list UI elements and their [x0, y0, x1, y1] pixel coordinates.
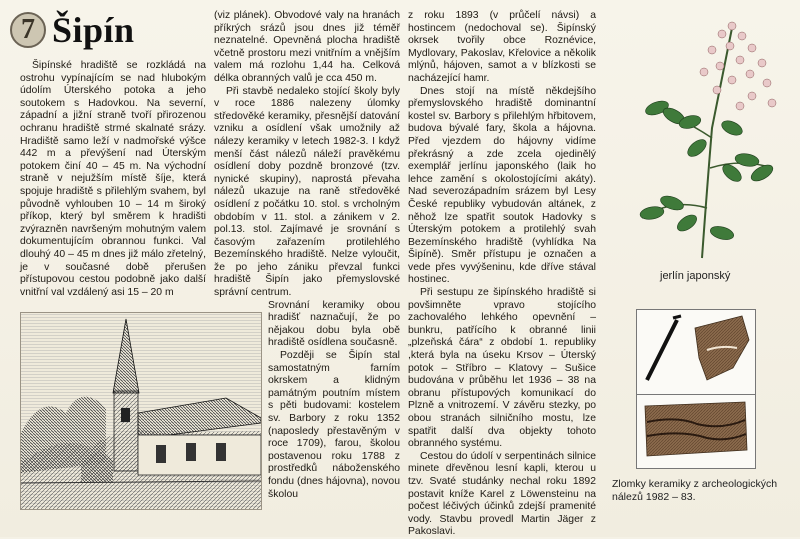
title-block — [10, 10, 135, 50]
paragraph: z roku 1893 (v průčelí návsi) a hostincem (nedochoval se). Šipínský okrsek tvořily obce Roznévice, Mydlovary, Pakoslav, Křelovice a několik mlýnů, hájoven, samot a v blízkosti se nacházející hamr. — [408, 10, 596, 84]
text-column-3 — [408, 10, 596, 539]
plant-illustration — [612, 8, 792, 260]
page-title: Šipín — [52, 10, 135, 50]
paragraph: Při stavbě nedaleko stojící školy byly v roce 1886 nalezeny úlomky středověké keramiky, přesnější datování vzniku a osídlení však umožnily až nálezy keramiky v letech 1982-3. I když menší část nálezů náleží pravěkému osídlení doby pozdně bronzové (tzv. nynické skupiny), naprostá převaha nálezů ukazuje na raně středověké osídlení z počátku 10. stol. s vrcholným obdobím v 11. stol. a zánikem v 2. pol.13. stol. Zajímavé je srovnání s časovým zařazením protilehlého Bezemínského hradiště. Nelze vyloučit, že po jeho zániku převzal funkci hradiště Šipín jako přemyslovské správní centrum. — [214, 85, 400, 299]
paragraph: Později se Šipín stal samostatným farním okrskem a klidným památným poutním místem s pěti budovami: kostelem sv. Barbory z roku 1352 (naposledy přestavěným v roce 1709), farou, školou postavenou roku 1788 z prostředků náboženského fondu (dnes hájovna), novou školou — [268, 350, 400, 500]
pottery-shards-icon — [637, 310, 755, 468]
wrapped-text — [268, 300, 400, 502]
paragraph: Srovnání keramiky obou hradišť naznačují, že po nějakou dobu byla obě hradiště osídlena současně. — [268, 299, 400, 349]
section-number-badge: 7 — [10, 12, 46, 48]
pottery-shards-image — [636, 309, 756, 469]
paragraph: Při sestupu ze šipínského hradiště si povšimněte vpravo stojícího zachovalého lehkého opevnění – bunkru, patřícího k obranné linii „plzeňská čára“ z období 1. republiky ,která byla na úseku Krsov – Úterský potok – Stříbro – Klatovy – Sušice budována v průběhu let 1936 – 38 na obranu přístupových komunikací do Plzně a vnitrozemí. V závěru stezky, po obou stranách silničního mostu, lze spatřit další dva objekty tohoto obranného systému. — [408, 287, 596, 450]
text-column-1 — [20, 60, 206, 299]
paragraph: Cestou do údolí v serpentinách silnice minete dřevěnou lesní kapli, kterou u tzv. Svaté studánky nechal roku 1892 postavit kníže Karel z Löwensteinu na počest léčivých účinků zdejší pramenité vody. Stavbu provedl Martin Jäger z Pakoslavi. — [408, 450, 596, 538]
paragraph: (viz plánek). Obvodové valy na hranách příkrých srázů jsou dnes již téměř neznatelné. Opevněná plocha hradiště včetně prostoru mezi vnitřním a vnějším valem má rozlohu 1,44 ha. Celková délka obranných valů je cca 450 m. — [214, 10, 400, 84]
plant-caption: jerlín japonský — [660, 270, 731, 282]
shards-divider — [637, 394, 755, 395]
shards-caption: Zlomky keramiky z archeologických nálezů 1982 – 83. — [612, 478, 778, 503]
church-engraving-image — [20, 312, 262, 510]
paragraph: Šipínské hradiště se rozkládá na ostrohu vypínajícím se nad hlubokým údolím Úterského potoka a jeho soutokem s Hadovkou. Na severní, západní a jižní straně tvoří přirozenou ochranu hradiště strmé skalnaté srázy. Hradiště samo leží v nadmořské výšce 442 m a převýšení nad Úterským potokem činí 40 – 45 m. Na východní straně v nejužším místě šíje, která spojuje hradiště s přilehlým svahem, byl původně vyhlouben 10 – 14 m široký příkop, který byl směrem k hradišti zvýrazněn navršeným mohutným valem dokumentujícím obrannou funkci. Val dlouhý 40 – 45 m dnes již málo zřetelný, je v současné době přerušen přístupovou cestou podobně jako další vnitřní val vzdálený asi 15 – 20 m — [20, 60, 206, 298]
church-engraving-icon — [21, 313, 261, 509]
sophora-branch-icon — [612, 8, 792, 260]
paragraph: Dnes stojí na místě někdejšího přemyslovského hradiště dominantní kostel sv. Barbory s přilehlým hřbitovem, budova bývalé fary, škola a hájovna. Před vjezdem do hájovny vidíme překrásný a zde zcela ojedinělý exemplář jerlínu japonského (laik ho lehce zamění s okolostojícími akáty). Nad severozápadním srázem byl Lesy České republiky vybudován altánek, z něhož lze spatřit soutok Hadovky s Úterským potokem a protilehlý svah Bezemínského hradiště (vyhlídka Na Šipíně). Směr přístupu je označen a vede přes vyvýšeninu, kde dříve stával hostinec. — [408, 85, 596, 286]
